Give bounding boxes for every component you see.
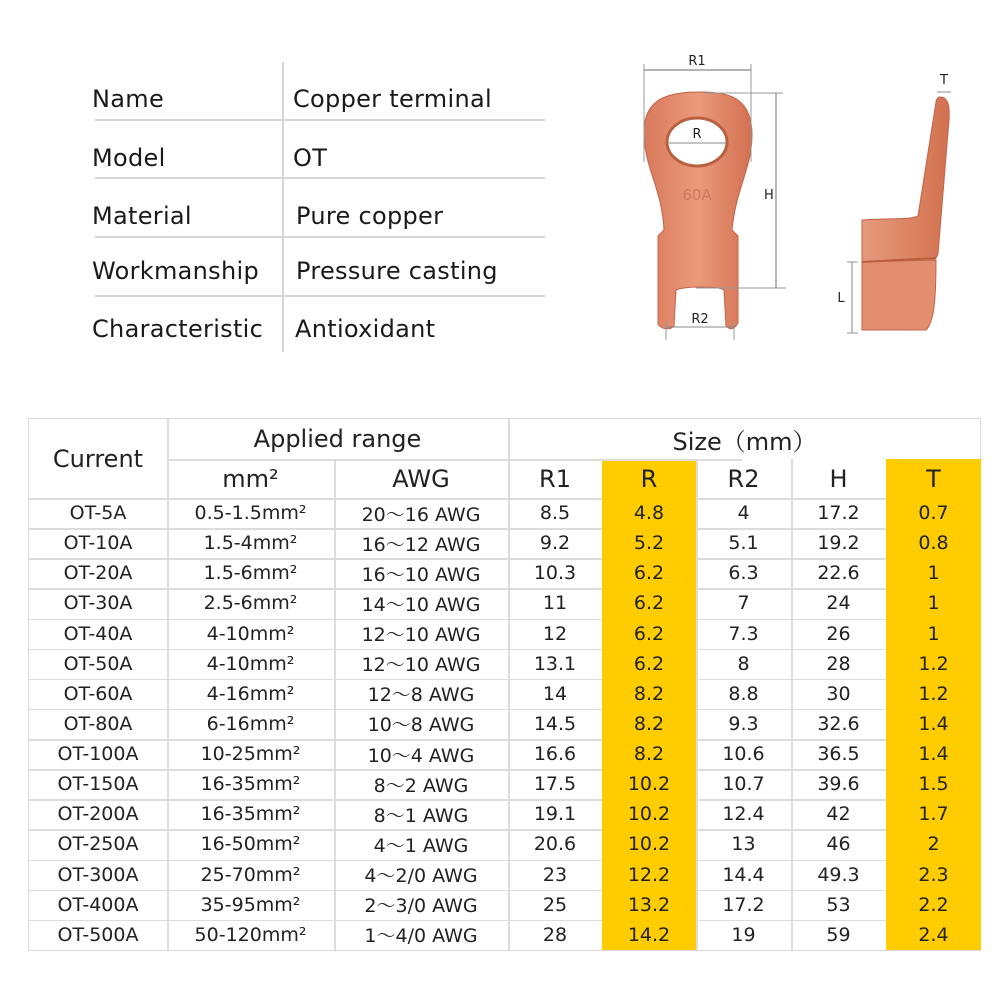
cell-current: OT-10A <box>63 532 133 555</box>
cell-r1: 17.5 <box>533 773 577 796</box>
spec-label: Characteristic <box>92 314 264 343</box>
label-r1: R1 <box>688 54 706 69</box>
cell-awg: 8～1 AWG <box>373 804 469 827</box>
cell-current: OT-30A <box>63 592 133 615</box>
cell-h: 30 <box>826 682 851 705</box>
cell-awg: 16～10 AWG <box>361 563 481 586</box>
cell-r1: 12 <box>542 622 568 645</box>
cell-h: 39.6 <box>817 773 860 796</box>
cell-r1: 20.6 <box>533 833 577 856</box>
cell-awg: 4～1 AWG <box>373 834 469 857</box>
cell-r2: 10.6 <box>722 743 765 766</box>
cell-mm2: 4-10mm² <box>206 622 295 645</box>
cell-current: OT-50A <box>63 652 133 675</box>
cell-r1: 23 <box>542 863 568 886</box>
cell-awg: 4～2/0 AWG <box>364 865 478 888</box>
cell-awg: 10～4 AWG <box>367 744 475 767</box>
header-size: Size（mm） <box>672 427 817 456</box>
cell-current: OT-40A <box>63 622 133 645</box>
label-t: T <box>940 73 948 88</box>
cell-r1: 28 <box>542 923 568 946</box>
cell-mm2: 1.5-6mm² <box>203 562 298 585</box>
cell-t: 0.8 <box>918 532 949 555</box>
cell-r: 6.2 <box>633 562 665 585</box>
cell-t: 1.4 <box>918 743 949 766</box>
spec-label: Material <box>92 202 192 231</box>
cell-h: 32.6 <box>817 712 860 735</box>
header-awg: AWG <box>392 464 450 493</box>
spec-value: Pressure casting <box>296 256 498 285</box>
cell-r: 6.2 <box>633 652 665 675</box>
cell-r1: 14.5 <box>533 712 577 735</box>
cell-r: 10.2 <box>627 803 671 826</box>
header-current: Current <box>52 444 144 473</box>
cell-h: 24 <box>826 592 851 615</box>
cell-r2: 10.7 <box>722 773 765 796</box>
cell-r2: 4 <box>737 502 750 525</box>
cell-h: 49.3 <box>817 863 860 886</box>
cell-mm2: 25-70mm² <box>200 863 301 886</box>
cell-mm2: 10-25mm² <box>200 743 301 766</box>
cell-t: 1 <box>927 622 940 645</box>
spec-row-divider <box>95 236 545 238</box>
size-table <box>28 418 981 951</box>
cell-r: 6.2 <box>633 622 665 645</box>
cell-t: 1.4 <box>918 712 949 735</box>
cell-r1: 11 <box>542 592 568 615</box>
label-h: H <box>764 188 774 203</box>
header-t: T <box>926 464 941 493</box>
cell-mm2: 50-120mm² <box>194 923 307 946</box>
spec-label: Model <box>92 143 166 172</box>
spec-row-divider <box>95 177 545 179</box>
cell-awg: 8～2 AWG <box>373 774 469 797</box>
cell-mm2: 16-35mm² <box>200 803 301 826</box>
cell-r: 6.2 <box>633 592 665 615</box>
cell-current: OT-400A <box>57 893 139 916</box>
cell-awg: 2～3/0 AWG <box>364 895 478 918</box>
cell-mm2: 4-16mm² <box>206 682 295 705</box>
cell-h: 53 <box>826 893 851 916</box>
cell-t: 1.7 <box>918 803 949 826</box>
cell-r2: 7.3 <box>728 622 759 645</box>
cell-awg: 12～10 AWG <box>361 624 481 647</box>
cell-current: OT-150A <box>57 773 139 796</box>
cell-mm2: 0.5-1.5mm² <box>194 502 307 525</box>
cell-t: 1.2 <box>918 682 949 705</box>
cell-r: 8.2 <box>633 712 665 735</box>
cell-r1: 16.6 <box>533 743 577 766</box>
label-r: R <box>692 127 702 142</box>
cell-h: 26 <box>826 622 851 645</box>
cell-r2: 12.4 <box>722 803 765 826</box>
cell-h: 17.2 <box>817 502 860 525</box>
terminal-side-view <box>862 97 949 330</box>
cell-current: OT-200A <box>57 803 139 826</box>
cell-mm2: 35-95mm² <box>200 893 301 916</box>
cell-mm2: 4-10mm² <box>206 652 295 675</box>
cell-h: 36.5 <box>817 743 860 766</box>
cell-r2: 19 <box>731 923 756 946</box>
cell-r: 4.8 <box>633 502 665 525</box>
cell-t: 0.7 <box>918 502 949 525</box>
header-r2: R2 <box>727 464 760 493</box>
cell-t: 2.3 <box>918 863 949 886</box>
cell-current: OT-80A <box>63 712 133 735</box>
spec-label: Workmanship <box>92 256 259 285</box>
cell-current: OT-60A <box>63 682 133 705</box>
cell-current: OT-250A <box>57 833 139 856</box>
cell-r1: 25 <box>542 893 568 916</box>
cell-current: OT-500A <box>57 923 139 946</box>
label-r2: R2 <box>691 312 709 327</box>
cell-r1: 8.5 <box>539 502 571 525</box>
spec-label: Name <box>92 85 165 114</box>
cell-h: 59 <box>826 923 851 946</box>
cell-t: 1 <box>927 562 940 585</box>
cell-mm2: 1.5-4mm² <box>203 532 298 555</box>
cell-r2: 7 <box>737 592 750 615</box>
cell-awg: 12～8 AWG <box>367 684 475 707</box>
cell-awg: 10～8 AWG <box>367 714 475 737</box>
cell-t: 1.5 <box>918 773 949 796</box>
cell-r1: 19.1 <box>533 803 577 826</box>
cell-r1: 13.1 <box>533 652 577 675</box>
cell-t: 1.2 <box>918 652 949 675</box>
cell-awg: 16～12 AWG <box>361 533 481 556</box>
cell-r2: 9.3 <box>728 712 759 735</box>
cell-current: OT-20A <box>63 562 133 585</box>
cell-r: 13.2 <box>627 893 671 916</box>
cell-awg: 14～10 AWG <box>361 593 481 616</box>
terminal-dimension-diagram <box>600 40 980 360</box>
cell-r: 8.2 <box>633 743 665 766</box>
cell-current: OT-300A <box>57 863 139 886</box>
cell-r: 10.2 <box>627 773 671 796</box>
cell-h: 22.6 <box>817 562 860 585</box>
cell-h: 28 <box>826 652 851 675</box>
cell-r: 14.2 <box>627 923 671 946</box>
cell-awg: 12～10 AWG <box>361 654 481 677</box>
cell-mm2: 6-16mm² <box>206 712 295 735</box>
cell-r2: 6.3 <box>728 562 759 585</box>
spec-row-characteristic <box>90 296 545 362</box>
spec-row-workmanship <box>90 246 545 296</box>
spec-value: Pure copper <box>296 202 444 231</box>
grid-line <box>167 459 742 461</box>
cell-h: 42 <box>826 803 851 826</box>
cell-r1: 14 <box>542 682 568 705</box>
cell-t: 1 <box>927 592 940 615</box>
cell-current: OT-100A <box>57 743 139 766</box>
label-l: L <box>837 291 845 306</box>
header-r1: R1 <box>539 464 571 493</box>
cell-t: 2.2 <box>918 893 949 916</box>
header-mm2: mm² <box>222 464 279 493</box>
cell-mm2: 16-50mm² <box>200 833 301 856</box>
cell-mm2: 2.5-6mm² <box>203 592 298 615</box>
header-h: H <box>829 464 848 493</box>
cell-r2: 13 <box>731 833 756 856</box>
cell-awg: 20～16 AWG <box>361 503 481 526</box>
cell-current: OT-5A <box>69 502 127 525</box>
cell-awg: 1～4/0 AWG <box>364 925 478 948</box>
spec-value: Copper terminal <box>293 85 492 114</box>
cell-r: 10.2 <box>627 833 671 856</box>
cell-r2: 5.1 <box>728 532 759 555</box>
cell-r2: 8 <box>737 652 750 675</box>
cell-r2: 8.8 <box>728 682 759 705</box>
spec-table <box>90 70 545 362</box>
cell-t: 2 <box>927 833 940 856</box>
header-applied-range: Applied range <box>253 425 422 453</box>
stamp-text: 60A <box>682 186 712 204</box>
cell-r1: 9.2 <box>539 532 571 555</box>
cell-t: 2.4 <box>918 923 949 946</box>
spec-row-divider <box>95 119 545 121</box>
spec-value: Antioxidant <box>295 314 436 343</box>
cell-h: 19.2 <box>817 532 860 555</box>
cell-r: 5.2 <box>633 532 665 555</box>
cell-r2: 17.2 <box>722 893 765 916</box>
cell-r2: 14.4 <box>722 863 765 886</box>
cell-mm2: 16-35mm² <box>200 773 301 796</box>
header-r: R <box>640 464 658 493</box>
cell-r: 12.2 <box>627 863 671 886</box>
spec-value: OT <box>293 143 328 172</box>
cell-h: 46 <box>826 833 851 856</box>
cell-r1: 10.3 <box>533 562 577 585</box>
cell-r: 8.2 <box>633 682 665 705</box>
